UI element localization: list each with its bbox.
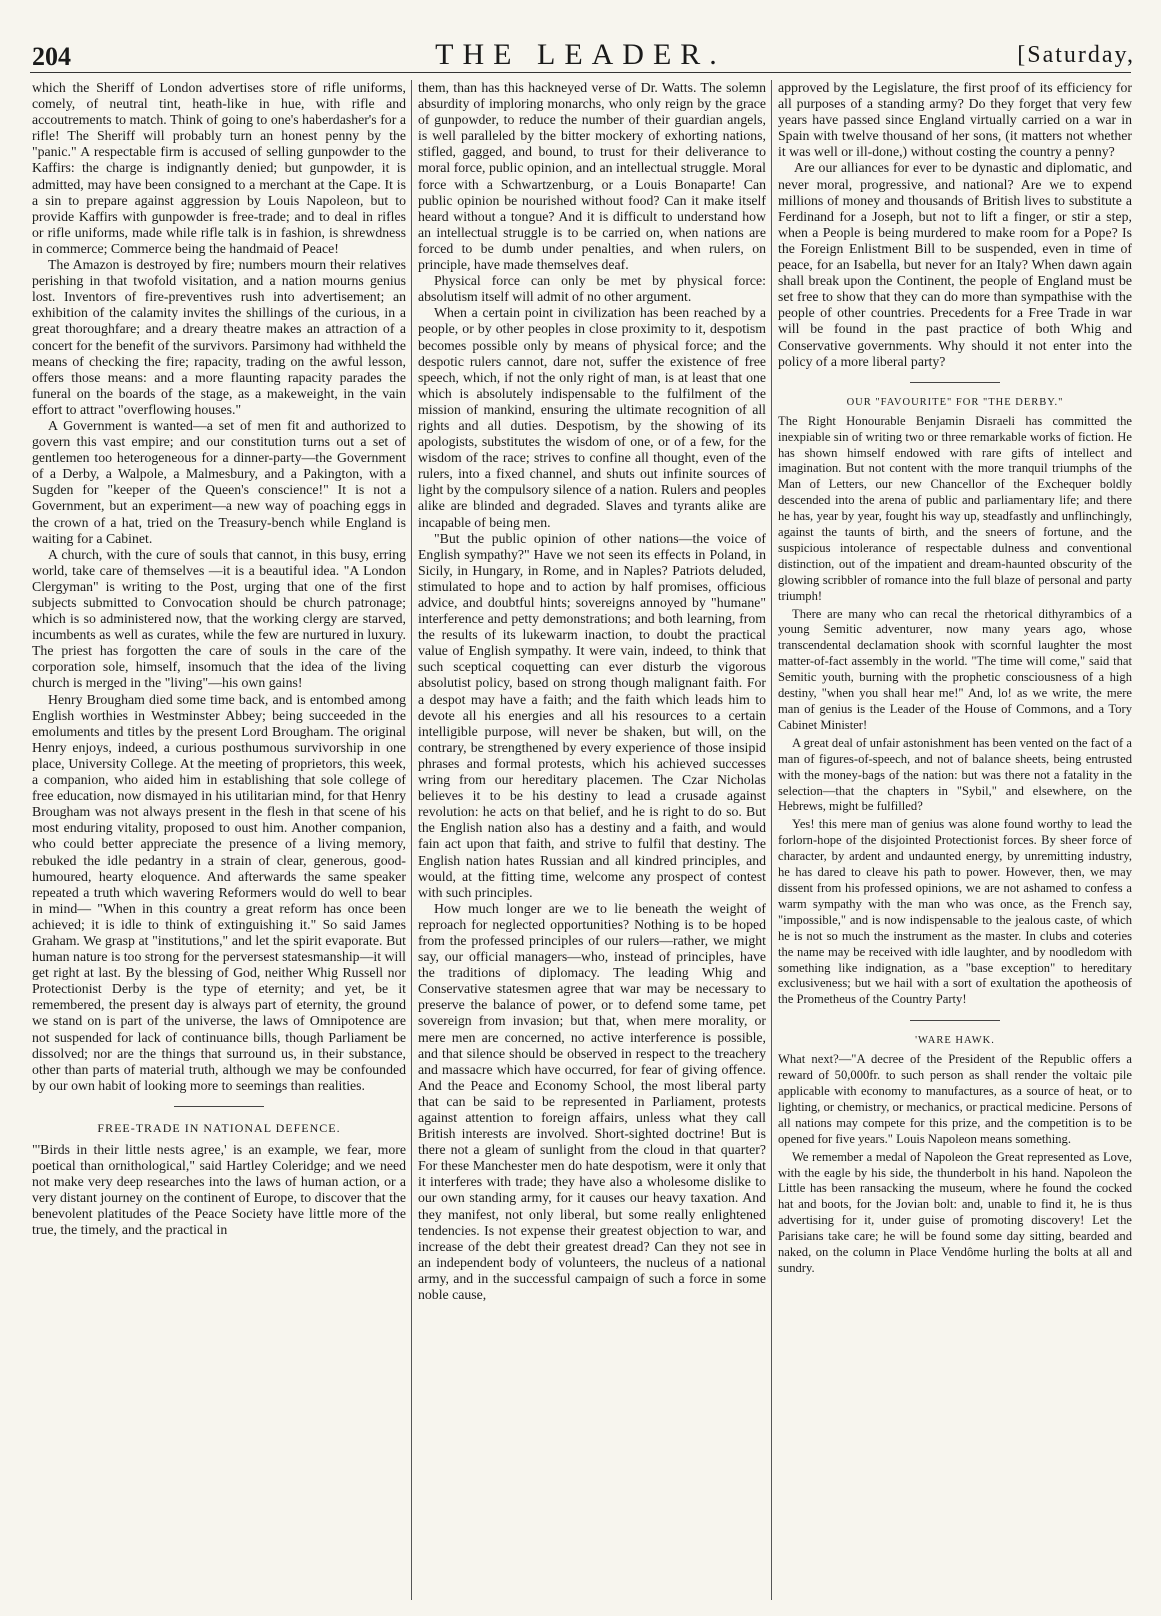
- paragraph: The Amazon is destroyed by fire; numbers mourn their relatives perishing in that twofold visitation, and a nation mourns genius lost. Inventors of fire-preventives rush into advertisement; an exhibition of the calamity invites the shillings of the curious, in a great thoroughfare; and a dreary theatre makes an attraction of a concert for the benefit of the survivors. Parsimony had withheld the means of checking the fire; rapacity, trading on the awful lesson, offers those means: and a more flaunting rapacity parades the funeral on the boards of the stage, as a makeweight, in the vain effort to attract "overflowing houses.": [32, 257, 406, 417]
- section-divider: [910, 382, 1000, 383]
- masthead-day: [Saturday,: [1017, 42, 1135, 68]
- section-divider: [910, 1020, 1000, 1021]
- paragraph: There are many who can recal the rhetorical dithyrambics of a young Semitic adventurer, now many years ago, whose transcendental declamation shook with scornful laughter the most matter-of-fact assembly in the world. "The time will come," said that Semitic youth, burning with the prophetic consciousness of a high destiny, "when you shall hear me!" And, lo! as we write, the mere man of genius is the Leader of the House of Commons, and a Tory Cabinet Minister!: [778, 606, 1132, 732]
- column-2: [418, 80, 766, 1600]
- paragraph: "But the public opinion of other nations—the voice of English sympathy?" Have we not seen its effects in Poland, in Sicily, in Hungary, in Rome, and in Naples? Patriots deluded, stimulated to hope and to action by half promises, officious advice, and doubtful hints; sovereigns annoyed by "humane" interference and petty demonstrations; and both learning, from the results of its lukewarm inaction, to doubt the practical value of English sympathy. It were vain, indeed, to think that such sceptical coquetting can ever disturb the vigorous absolutist policy, based on strong though malignant faith. For a despot may have a faith; and the faith which leads him to devote all his energies and all his resources to a certain intelligible purpose, will never be shaken, but will, on the contrary, be strengthened by every experience of those insipid phrases and formal protests, which his achieved successes wring from our hereditary placemen. The Czar Nicholas believes it to be his destiny to lead a crusade against revolution: he acts on that belief, and he is right to do so. But the English nation also has a destiny and a faith, and would fain act upon that faith, and strive to fulfil that destiny. The English nation hates Russian and all kindred principles, and would, at the fitting time, welcome any prospect of contest with such principles.: [418, 530, 766, 900]
- paragraph: which the Sheriff of London advertises store of rifle uniforms, comely, of neutral tint, heath-like in hue, with rifle and accoutrements to match. Think of going to one's haberdasher's for a rifle! The Sheriff will probably turn an honest penny by the "panic." A respectable firm is accused of selling gunpowder to the Kaffirs: the charge is indignantly denied; but gunpowder, it is admitted, may have been consigned to a merchant at the Cape. It is a sin to prepare against aggression by Louis Napoleon, but to provide Kaffirs with gunpowder is free-trade; and to deal in rifles or rifle uniforms, made while rifle talk is in fashion, is shrewdness in commerce; Commerce being the handmaid of Peace!: [32, 80, 406, 256]
- section-title: OUR "FAVOURITE" FOR "THE DERBY.": [846, 396, 1064, 408]
- paragraph: The Right Honourable Benjamin Disraeli has committed the inexpiable sin of writing two or three remarkable works of fiction. He has shown himself endowed with rare gifts of intellect and imagination. But not content with the more tranquil triumphs of the Man of Letters, our new Chancellor of the Exchequer boldly descended into the arena of public and parliamentary life; and there he has, year by year, fought his way up, steadfastly and unflinchingly, against the taunts of birth, and the sneers of fortune, and the suspicious intolerance of respectable dulness and conventional distinction, out of the impatient and dream-haunted obscurity of the glowing scribbler of romance into the full blaze of personal and party triumph!: [778, 413, 1132, 603]
- paragraph: A Government is wanted—a set of men fit and authorized to govern this vast empire; and our constitution turns out a set of gentlemen too heterogeneous for a dinner-party—the Government of a Derby, a Walpole, a Malmesbury, and a Pakington, with a Sugden for "keeper of the Queen's conscience!" It is not a Government, but an experiment—a new way of poaching eggs in the crown of a hat, tried on the Treasury-bench while England is waiting for a Cabinet.: [32, 417, 406, 546]
- paragraph: them, than has this hackneyed verse of Dr. Watts. The solemn absurdity of imploring monarchs, who only reign by the grace of gunpowder, to reduce the number of their guardian angels, is well paralleled by the bitter mockery of exhorting nations, stifled, gagged, and bound, to trust for their deliverance to moral force, public opinion, and an intellectual struggle. Moral force with a Schwartzenburg, or a Louis Bonaparte! Can public opinion be nourished without food? Can it make itself heard without a tongue? And it is difficult to understand how an intellectual struggle is to be carried on, when nations are forced to be dumb under penalties, and when rulers, on principle, have made themselves deaf.: [418, 80, 766, 273]
- paragraph: A great deal of unfair astonishment has been vented on the fact of a man of figures-of-speech, and not of balance sheets, being entrusted with the money-bags of the nation: but was there not a fatality in the selection—that the chapters in "Sybil," and elsewhere, on the Hebrews, might be fulfilled?: [778, 735, 1132, 814]
- section-title: FREE-TRADE IN NATIONAL DEFENCE.: [97, 1120, 341, 1135]
- column-rule: [411, 80, 412, 1600]
- paragraph: How much longer are we to lie beneath the weight of reproach for neglected opportunities? Nothing is to be hoped from the professed principles of our rulers—rather, we might say, our official managers—who, instead of principles, have the traditions of diplomacy. The leading Whig and Conservative statesmen agree that war may be necessary to preserve the balance of power, or to defend some tame, pet sovereign from invasion; but that, when mere morality, or mere men are concerned, no active interference is possible, and that silence should be observed in respect to the treachery and massacre which have occurred, for fear of giving offence. And the Peace and Economy School, the most liberal party that can be said to be represented in Parliament, protests against attention to foreign affairs, unless what they call British interests are involved. Short-sighted doctrine! But is there not a gleam of sunlight from the cloud in that quarter? For these Manchester men do hate despotism, were it only that it interferes with trade; they have also a wholesome dislike to our own standing army, for it causes our heavy taxation. And they manifest, not only liberal, but some really enlightened tendencies. Is not expense their greatest objection to war, and increase of the debt their greatest dread? Can they not see in an independent body of volunteers, the nucleus of a national army, and in the successful campaign of such a force in some noble cause,: [418, 900, 766, 1303]
- paragraph: Are our alliances for ever to be dynastic and diplomatic, and never moral, progressive, and national? Are we to expend millions of money and thousands of British lives to substitute a Ferdinand for a Joseph, but not to lift a finger, or stir a step, when a People is being murdered to make room for a Pope? Is the Foreign Enlistment Bill to be suspended, even in time of peace, for an Isabella, but never for an Italy? When dawn again shall break upon the Continent, the people of England must be set free to show that they can do more than sympathise with the people of other countries. Precedents for a Free Trade in war will be found in the past practice of both Whig and Conservative governments. Why should it not enter into the policy of a more liberal party?: [778, 160, 1132, 369]
- page-header: [22, 30, 1139, 70]
- column-1: [32, 80, 406, 1600]
- section-title: 'WARE HAWK.: [915, 1035, 995, 1047]
- paragraph: Henry Brougham died some time back, and is entombed among English worthies in Westminster Abbey; being succeeded in the emoluments and titles by the present Lord Brougham. The original Henry enjoys, indeed, a curious posthumous survivorship in one place, University College. At the meeting of proprietors, this week, a companion, who aided him in establishing that sole college of free education, now dismayed in his utilitarian mind, for that Henry Brougham was not always present in the flesh in that scene of his most enduring vitality, proposed to oust him. Another companion, who could better appreciate the presence of a living memory, rebuked the idle pedantry in a strain of clear, generous, good-humoured, hearty eloquence. And afterwards the same speaker repeated a truth which wavering Reformers would do well to bear in mind— "When in this country a great reform has once been achieved; it is idle to think of extinguishing it." So said James Graham. We grasp at "institutions," and let the spirit evaporate. But human nature is too strong for the perversest statesmanship—it will get right at last. By the blessing of God, neither Whig Russell nor Protectionist Derby is the type of eternity; and yet, be it remembered, the present day is always part of eternity, the ground we stand on is part of the universe, the laws of Omnipotence are not suspended for lack of continuance bills, though Parliament be dissolved; nor are the things that surround us, in their substance, other than parts of material truth, although we may be confounded by our own habit of looking more to seemings than realities.: [32, 691, 406, 1093]
- column-3: [778, 80, 1132, 1600]
- paragraph: A church, with the cure of souls that cannot, in this busy, erring world, take care of themselves —it is a beautiful idea. "A London Clergyman" is writing to the Post, urging that one of the first subjects submitted to Convocation should be church patronage; which is so administered now, that the working clergy are starved, incumbents as well as curates, while the few are nurtured in luxury. The priest has forgotten the care of souls in the care of the corporation sole, himself, insomuch that the idea of the living church is merged in the "living"—his own gains!: [32, 546, 406, 691]
- paragraph: What next?—"A decree of the President of the Republic offers a reward of 50,000fr. to such person as shall render the voltaic pile applicable with economy to manufactures, as a source of heat, or to lighting, or chemistry, or mechanics, or practical medicine. Persons of all nations may compete for this prize, and the competition is to be opened for five years." Louis Napoleon means something.: [778, 1052, 1132, 1146]
- page-number: 204: [32, 42, 71, 71]
- section-divider: [174, 1106, 264, 1107]
- paragraph: approved by the Legislature, the first proof of its efficiency for all purposes of a standing army? Do they forget that very few years have passed since England virtually carried on a war in Spain with twelve thousand of her sons, (it matters not whether it was well or ill-done,) without costing the country a penny?: [778, 80, 1132, 160]
- paragraph: Yes! this mere man of genius was alone found worthy to lead the forlorn-hope of the disjointed Protectionist forces. By sheer force of character, by ardent and undaunted energy, by unremitting industry, he has dared to cleave his path to power. However, then, we may dissent from his professed opinions, we are not ashamed to confess a warm sympathy with the man who was once, as the French say, "impossible," and is now indispensable to the jealous caste, of which he is not so much the instrument as the master. In clubs and coteries the name may be received with idle laughter, and by noodledom with something like indignation, as a "base exception" to hereditary exclusiveness; but we hail with a sort of exultation the apotheosis of the Prometheus of the Country Party!: [778, 817, 1132, 1007]
- paragraph: When a certain point in civilization has been reached by a people, or by other peoples in close proximity to it, despotism becomes possible only by means of physical force; and the despotic rulers cannot, dare not, suffer the existence of free speech, which, if not the only right of man, is at least that one which is absolutely indispensable to the fulfilment of the mission of mankind, ensuring the ultimate recognition of all rights and all duties. Despotism, by the showing of its apologists, substitutes the wisdom of one, or of a few, for the wisdom of the race; strives to confine all thought, even of the rulers, into a fixed channel, and shuts out infinite sources of light by the compulsory silence of a nation. Rulers and peoples alike are blinded and degraded. Slaves and tyrants alike are incapable of being men.: [418, 305, 766, 530]
- paragraph: Physical force can only be met by physical force: absolutism itself will admit of no other argument.: [418, 273, 766, 305]
- header-rule: [30, 72, 1131, 73]
- masthead-title: THE LEADER.: [435, 38, 726, 71]
- paragraph: "'Birds in their little nests agree,' is an example, we fear, more poetical than ornithological," said Hartley Coleridge; and we need not make very deep researches into the laws of human action, or a very distant journey on the continent of Europe, to discover that the benevolent platitudes of the Peace Society have little more of the true, the timely, and the practical in: [32, 1141, 406, 1238]
- paragraph: We remember a medal of Napoleon the Great represented as Love, with the eagle by his side, the thunderbolt in his hand. Napoleon the Little has been ransacking the museum, where he found the cocked hat and boots, for the Jovian bolt: and, unable to find it, he is thus advertising for it, under guise of promoting discovery! Let the Parisians take care; he will be found some day sitting, bearded and naked, on the column in Place Vendôme hurling the bolts at all and sundry.: [778, 1149, 1132, 1275]
- column-rule: [771, 80, 772, 1600]
